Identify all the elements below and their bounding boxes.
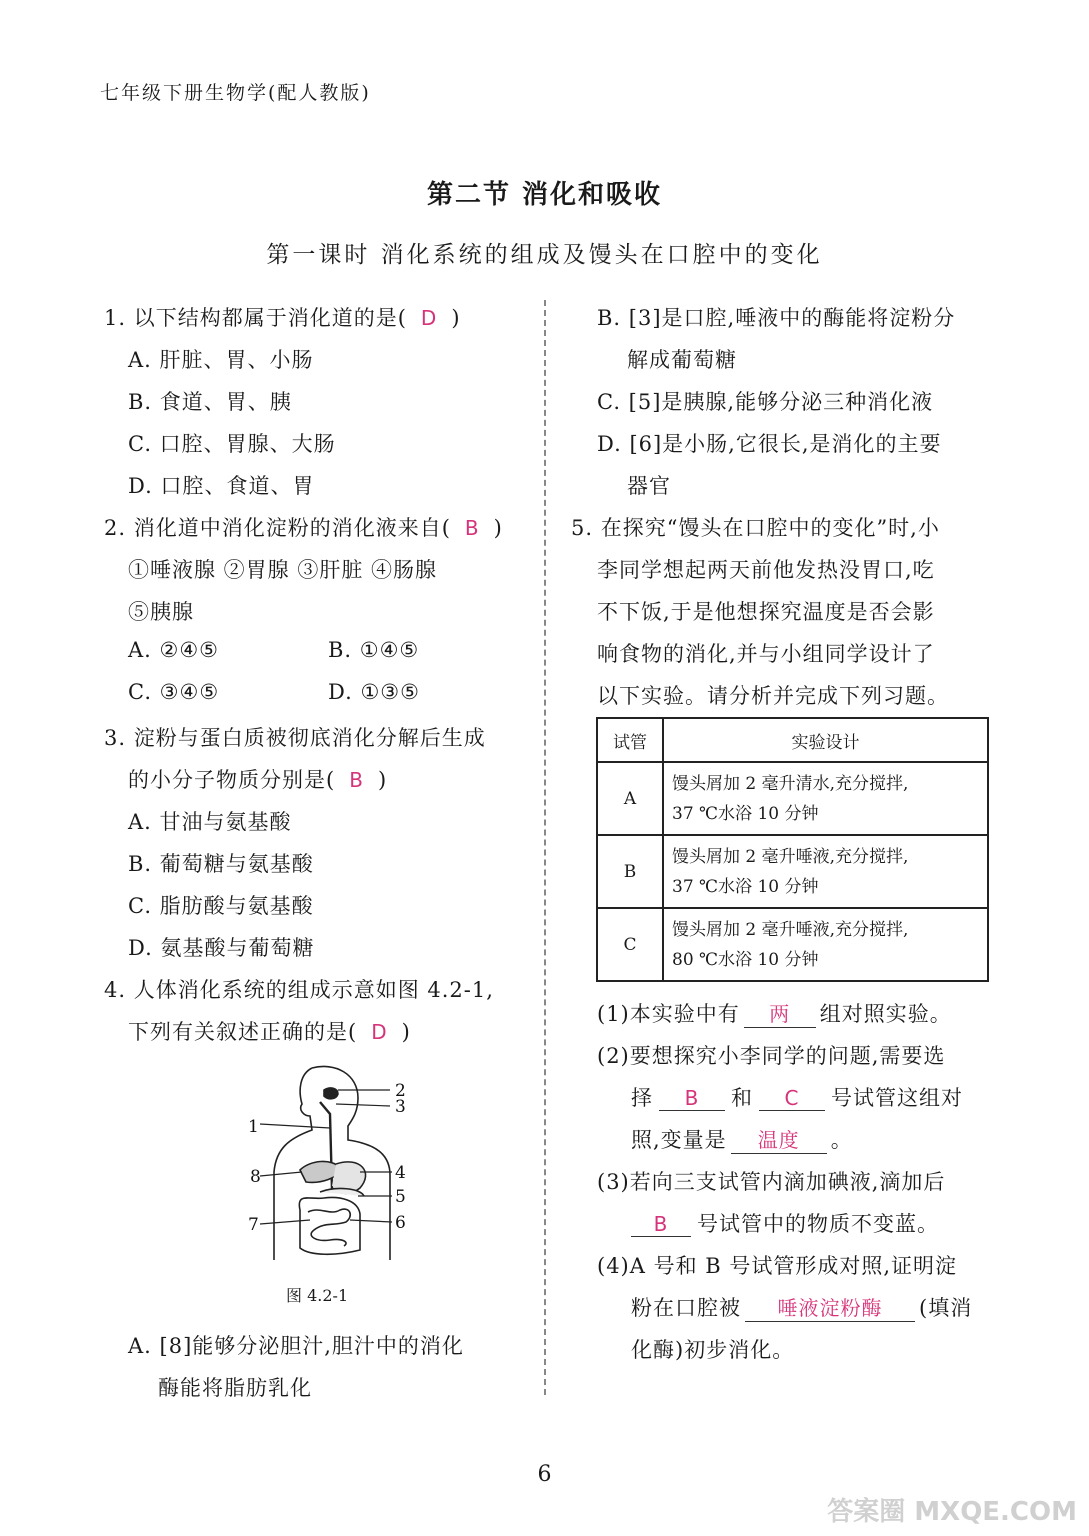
q5-sub4-line3: 化酶)初步消化。 (631, 1338, 795, 1362)
design-line: 馒头屑加 2 毫升唾液,充分搅拌, (672, 846, 909, 867)
q1-option-d: D. 口腔、食道、胃 (128, 474, 315, 498)
q3-stem-2: 的小分子物质分别是( B ) (128, 768, 388, 792)
q4-stem: 4. 人体消化系统的组成示意如图 4.2-1, (104, 978, 494, 1002)
table-row (597, 835, 988, 908)
design-line: 80 ℃水浴 10 分钟 (672, 949, 819, 970)
q4-option-d: D. [6]是小肠,它很长,是消化的主要 (597, 432, 942, 456)
experiment-table (596, 717, 989, 982)
table-cell-tube: B (597, 835, 663, 908)
q4-option-b: B. [3]是口腔,唾液中的酶能将淀粉分 (597, 306, 956, 330)
table-header-tube: 试管 (597, 718, 663, 762)
design-line: 馒头屑加 2 毫升清水,充分搅拌, (672, 773, 909, 794)
answer-blank[interactable]: B (659, 1086, 725, 1111)
table-header-design: 实验设计 (663, 718, 988, 762)
table-header-row (597, 718, 988, 762)
q1-option-c: C. 口腔、胃腺、大肠 (128, 432, 336, 456)
figure-label-6: 6 (395, 1213, 406, 1233)
q5-sub4: (4)A 号和 B 号试管形成对照,证明淀 (597, 1254, 958, 1278)
figure-label-2: 2 (395, 1081, 406, 1101)
figure-label-3: 3 (395, 1097, 406, 1117)
section-title: 第二节 消化和吸收 (426, 180, 663, 210)
table-cell-design (663, 908, 988, 981)
q2-stem: 2. 消化道中消化淀粉的消化液来自( B ) (104, 516, 503, 540)
q4-option-a: A. [8]能够分泌胆汁,胆汁中的消化 (128, 1334, 464, 1358)
answer-blank[interactable]: 唾液淀粉酶 (745, 1292, 915, 1322)
table-cell-tube: A (597, 762, 663, 835)
design-line: 37 ℃水浴 10 分钟 (672, 803, 819, 824)
q4-option-b-2: 解成葡萄糖 (627, 348, 737, 372)
q1-option-a: A. 肝脏、胃、小肠 (128, 348, 314, 372)
q3-option-a: A. 甘油与氨基酸 (128, 810, 292, 834)
figure-label-8: 8 (250, 1167, 261, 1187)
q3-stem: 3. 淀粉与蛋白质被彻底消化分解后生成 (104, 726, 486, 750)
table-row (597, 762, 988, 835)
q5-sub2: (2)要想探究小李同学的问题,需要选 (597, 1044, 946, 1068)
q4-option-a-2: 酶能将脂肪乳化 (158, 1376, 312, 1400)
q5-stem-5: 以下实验。请分析并完成下列习题。 (597, 684, 949, 708)
q5-sub2-line2: 择 B 和 C 号试管这组对 (631, 1086, 963, 1110)
q3-option-d: D. 氨基酸与葡萄糖 (128, 936, 315, 960)
q2-option-d: D. ①③⑤ (328, 680, 420, 704)
q1-stem: 1. 以下结构都属于消化道的是( D ) (104, 306, 461, 330)
q5-stem-1: 5. 在探究“馒头在口腔中的变化”时,小 (571, 516, 940, 540)
q2-items-2: ⑤胰腺 (128, 600, 194, 624)
q1-option-b: B. 食道、胃、胰 (128, 390, 292, 414)
q4-option-d-2: 器官 (627, 474, 671, 498)
design-line: 37 ℃水浴 10 分钟 (672, 876, 819, 897)
answer-blank[interactable]: 两 (744, 998, 816, 1028)
answer-blank[interactable]: B (631, 1212, 691, 1237)
figure-label-4: 4 (395, 1163, 406, 1183)
table-cell-design (663, 835, 988, 908)
q2-option-c: C. ③④⑤ (128, 680, 220, 704)
q5-sub1: (1)本实验中有 两 组对照实验。 (597, 998, 952, 1028)
q5-sub3: (3)若向三支试管内滴加碘液,滴加后 (597, 1170, 946, 1194)
q4-stem-2: 下列有关叙述正确的是( D ) (128, 1020, 411, 1044)
figure-label-7: 7 (248, 1215, 259, 1235)
figure-caption: 图 4.2-1 (286, 1286, 349, 1305)
q5-sub2-line3: 照,变量是 温度 。 (631, 1124, 853, 1154)
page-number: 6 (537, 1462, 552, 1487)
book-header: 七年级下册生物学(配人教版) (100, 82, 371, 104)
lesson-title: 第一课时 消化系统的组成及馒头在口腔中的变化 (266, 242, 823, 268)
digestive-system-figure (240, 1060, 420, 1270)
q5-stem-2: 李同学想起两天前他发热没胃口,吃 (597, 558, 935, 582)
design-line: 馒头屑加 2 毫升唾液,充分搅拌, (672, 919, 909, 940)
figure-label-5: 5 (395, 1187, 406, 1207)
column-divider (544, 300, 546, 1395)
answer-blank[interactable]: C (759, 1086, 825, 1111)
watermark: 答案圈 MXQE.COM (827, 1497, 1077, 1527)
q2-option-a: A. ②④⑤ (128, 638, 219, 662)
answer-blank[interactable]: 温度 (731, 1124, 827, 1154)
q2-option-b: B. ①④⑤ (328, 638, 420, 662)
q5-sub4-line2: 粉在口腔被 唾液淀粉酶 (填消 (631, 1292, 972, 1322)
q3-option-c: C. 脂肪酸与氨基酸 (128, 894, 314, 918)
table-row (597, 908, 988, 981)
table-cell-tube: C (597, 908, 663, 981)
figure-label-1: 1 (248, 1117, 259, 1137)
q5-stem-3: 不下饭,于是他想探究温度是否会影 (597, 600, 935, 624)
q2-items: ①唾液腺 ②胃腺 ③肝脏 ④肠腺 (128, 558, 438, 582)
q4-option-c: C. [5]是胰腺,能够分泌三种消化液 (597, 390, 934, 414)
q5-stem-4: 响食物的消化,并与小组同学设计了 (597, 642, 935, 666)
q5-sub3-line2: B 号试管中的物质不变蓝。 (631, 1208, 939, 1238)
q3-option-b: B. 葡萄糖与氨基酸 (128, 852, 314, 876)
table-cell-design (663, 762, 988, 835)
